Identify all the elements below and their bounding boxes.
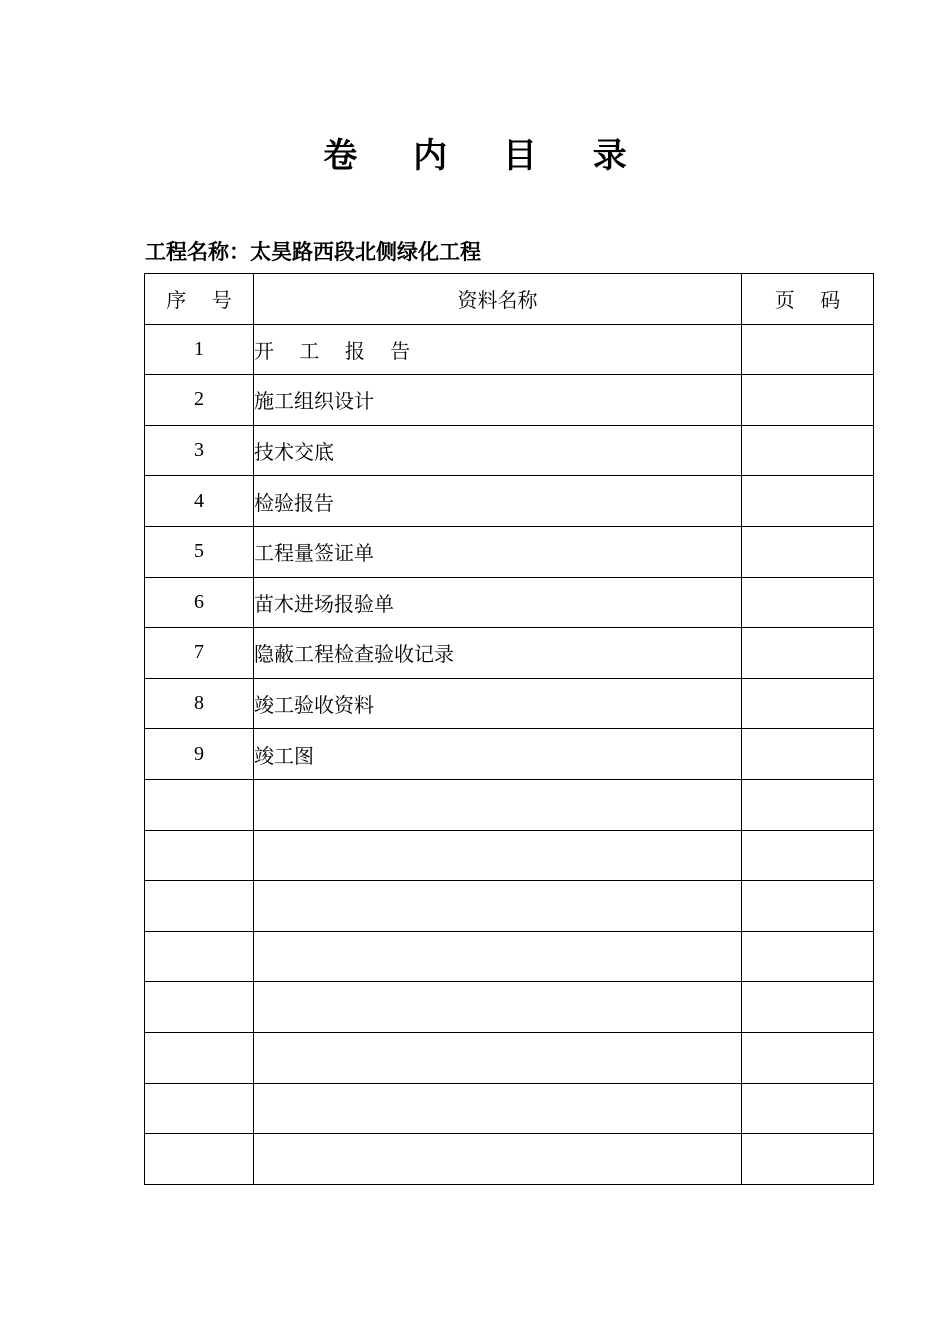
row-page	[742, 1134, 874, 1185]
row-page	[742, 1083, 874, 1134]
table-row	[145, 526, 874, 577]
table-row	[145, 324, 874, 375]
table-header-row	[145, 274, 874, 325]
row-page	[742, 881, 874, 932]
row-name: 竣工验收资料	[254, 678, 742, 729]
header-page: 页 码	[742, 274, 874, 325]
header-name: 资料名称	[254, 274, 742, 325]
table-row	[145, 425, 874, 476]
row-page	[742, 931, 874, 982]
contents-table	[144, 273, 874, 1185]
row-page	[742, 729, 874, 780]
row-seq: 2	[145, 375, 254, 426]
row-seq: 7	[145, 628, 254, 679]
row-name: 苗木进场报验单	[254, 577, 742, 628]
row-name: 开 工 报 告	[254, 324, 742, 375]
row-seq: 4	[145, 476, 254, 527]
row-seq: 1	[145, 324, 254, 375]
table-row	[145, 628, 874, 679]
row-seq: 8	[145, 678, 254, 729]
row-seq	[145, 931, 254, 982]
table-body	[145, 324, 874, 1184]
row-name	[254, 1083, 742, 1134]
row-seq: 5	[145, 526, 254, 577]
table-row	[145, 678, 874, 729]
table-row	[145, 476, 874, 527]
row-seq: 9	[145, 729, 254, 780]
row-page	[742, 830, 874, 881]
table-row	[145, 1083, 874, 1134]
table-row	[145, 1032, 874, 1083]
row-seq	[145, 1134, 254, 1185]
row-name	[254, 931, 742, 982]
table-row	[145, 982, 874, 1033]
row-page	[742, 628, 874, 679]
table-row	[145, 729, 874, 780]
row-page	[742, 375, 874, 426]
table-row	[145, 1134, 874, 1185]
row-seq: 6	[145, 577, 254, 628]
row-page	[742, 1032, 874, 1083]
table-row	[145, 779, 874, 830]
row-seq	[145, 881, 254, 932]
row-name: 工程量签证单	[254, 526, 742, 577]
row-page	[742, 982, 874, 1033]
row-page	[742, 779, 874, 830]
row-name: 竣工图	[254, 729, 742, 780]
row-page	[742, 678, 874, 729]
row-name	[254, 1032, 742, 1083]
row-name	[254, 1134, 742, 1185]
row-seq: 3	[145, 425, 254, 476]
row-name: 检验报告	[254, 476, 742, 527]
table-row	[145, 375, 874, 426]
row-seq	[145, 982, 254, 1033]
table-row	[145, 931, 874, 982]
row-seq	[145, 830, 254, 881]
table-row	[145, 577, 874, 628]
row-name: 施工组织设计	[254, 375, 742, 426]
table-row	[145, 881, 874, 932]
header-seq: 序 号	[145, 274, 254, 325]
row-seq	[145, 779, 254, 830]
table-row	[145, 830, 874, 881]
row-name: 技术交底	[254, 425, 742, 476]
row-seq	[145, 1032, 254, 1083]
row-page	[742, 324, 874, 375]
row-name	[254, 982, 742, 1033]
row-page	[742, 425, 874, 476]
row-name	[254, 881, 742, 932]
row-page	[742, 476, 874, 527]
row-seq	[145, 1083, 254, 1134]
row-page	[742, 526, 874, 577]
row-name	[254, 830, 742, 881]
project-name: 工程名称：太昊路西段北侧绿化工程	[145, 240, 481, 264]
page-title: 卷 内 目 录	[323, 136, 649, 176]
row-name	[254, 779, 742, 830]
row-page	[742, 577, 874, 628]
row-name: 隐蔽工程检查验收记录	[254, 628, 742, 679]
